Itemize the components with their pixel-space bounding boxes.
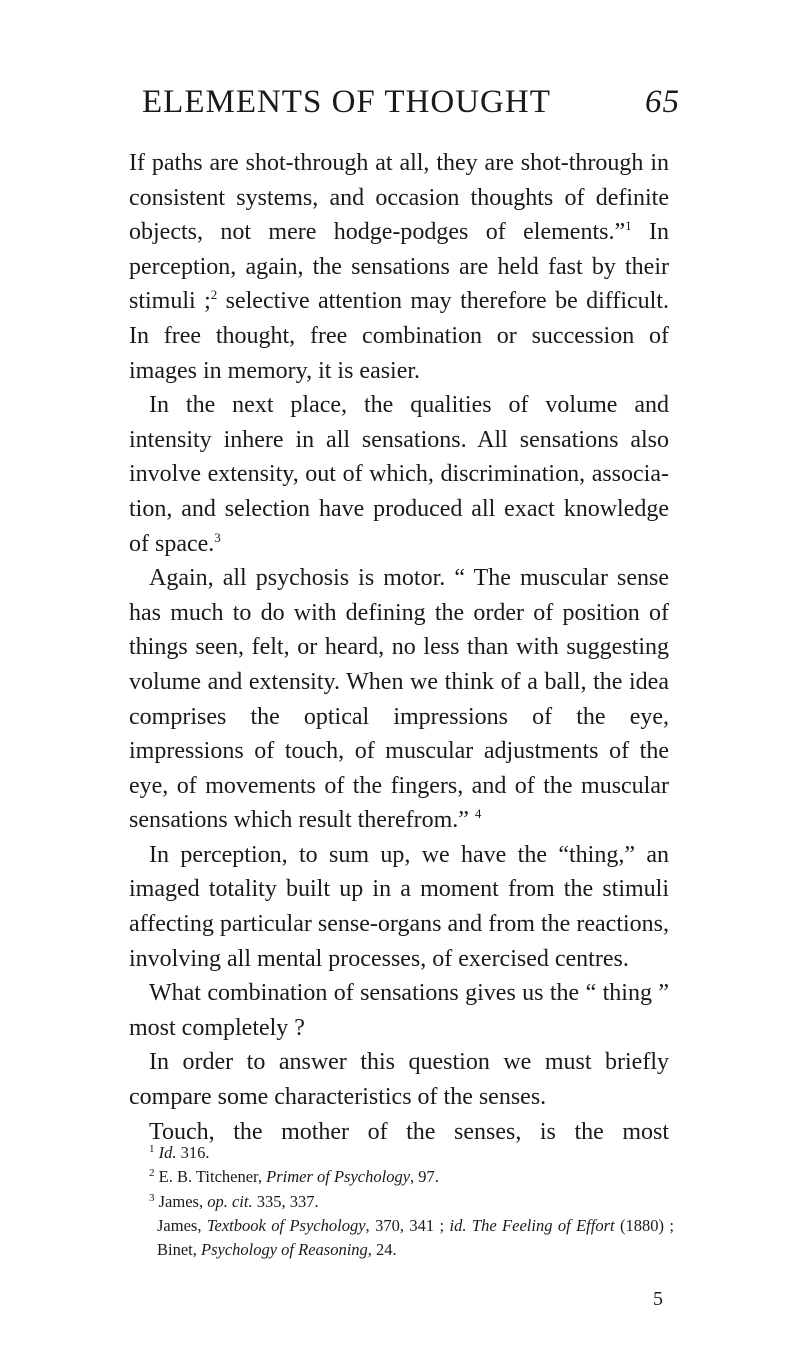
text-run: In order to answer this question we must briefly compare some characteristics of the senses.: [129, 1049, 669, 1111]
footnotes: [149, 1141, 674, 1262]
text-run: Touch, the mother of the senses, is the most: [149, 1118, 669, 1145]
text-run: James,: [157, 1215, 207, 1235]
page-number: 65: [645, 84, 680, 120]
text-run: E. B. Titchener,: [158, 1167, 267, 1187]
footnote-mark: 3: [149, 1191, 155, 1204]
footnote: [149, 1190, 674, 1214]
paragraph: [129, 146, 669, 388]
text-run: If paths are shot-through at all, they are shot-through in consistent systems, and occasion thoughts of definite objects, not mere hodge-podges of elements.”: [129, 150, 669, 246]
text-run: 335, 337.: [252, 1191, 319, 1211]
running-title: ELEMENTS OF THOUGHT: [142, 84, 551, 120]
footnote: [149, 1165, 674, 1189]
text-run: op. cit.: [207, 1191, 253, 1211]
text-run: James,: [158, 1191, 208, 1211]
text-run: Again, all psychosis is motor. “ The muscular sense has much to do with defining the order of position of things seen, felt, or heard, no less than with suggesting volume and extensity. When we think of a ball, the idea comprises the optical impressions of the eye, impressions of touch, of muscular adjustments of the eye, of movements of the fingers, and of the muscular sensations which result therefrom.”: [129, 565, 669, 834]
text-run: (1880) ; Binet,: [157, 1215, 675, 1260]
paragraph: [129, 1045, 669, 1114]
signature-mark: 5: [653, 1288, 663, 1310]
footnote-ref: 3: [214, 529, 221, 545]
text-run: Psychology of Reasoning: [201, 1240, 368, 1260]
text-run: id. The Feeling of Effort: [449, 1215, 615, 1235]
text-run: , 24.: [367, 1240, 397, 1260]
text-run: Primer of Psychology: [266, 1167, 411, 1187]
footnote-ref: 1: [625, 218, 632, 234]
text-run: , 97.: [410, 1167, 439, 1187]
paragraph: [129, 388, 669, 561]
footnote: [149, 1214, 674, 1263]
paragraph: [129, 838, 669, 976]
footnote-mark: 1: [149, 1143, 155, 1155]
footnote: [149, 1141, 674, 1165]
text-run: What combination of sensations gives us the “ thing ” most completely ?: [129, 980, 669, 1041]
text-run: , 370, 341 ;: [365, 1215, 450, 1235]
text-run: selective attention may therefore be difficult. In free thought, free combination or succession of images in memory, it is easier.: [129, 288, 669, 384]
text-run: In perception, to sum up, we have the “thing,” an imaged totality built up in a moment from the stimuli affecting particular sense-organs and from the reactions, involving all mental processes, of exercised centres.: [129, 841, 669, 972]
body-text: [129, 146, 669, 1149]
text-run: In perception, again, the sensations are held fast by their stimuli ;: [129, 219, 669, 315]
paragraph: [129, 561, 669, 838]
text-run: 316.: [176, 1143, 210, 1162]
text-run: Textbook of Psychology: [206, 1215, 366, 1235]
footnote-ref: 2: [210, 287, 218, 303]
text-run: In the next place, the qualities of volume and intensity inhere in all sensations. All sensations also involve extensity, out of which, discrimination, associa-tion, and selection have produced all exact knowledge of space.: [129, 392, 669, 557]
paragraph: [129, 976, 669, 1045]
footnote-ref: 4: [474, 806, 482, 822]
footnote-mark: 2: [149, 1167, 155, 1180]
text-run: Id.: [158, 1143, 177, 1162]
